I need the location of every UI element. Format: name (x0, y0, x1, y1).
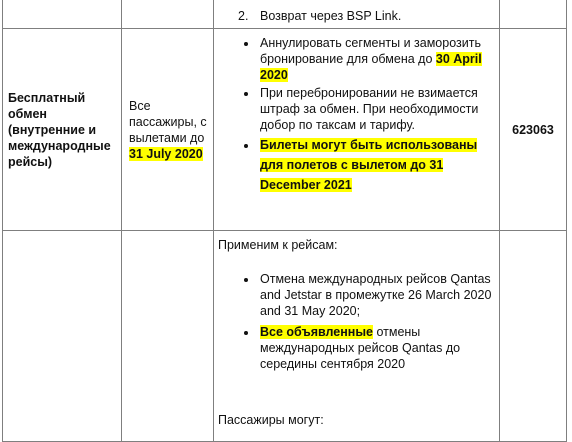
table-cell (3, 29, 122, 231)
table-cell (500, 0, 567, 29)
bullet-icon (244, 331, 248, 335)
bullet-icon (244, 92, 248, 96)
conditions-list (214, 35, 499, 195)
table-cell (122, 29, 214, 231)
flights-list (214, 271, 499, 372)
table-cell (500, 231, 567, 442)
list-number: 2. (238, 9, 249, 23)
eligibility-text (122, 98, 213, 162)
table-row (3, 231, 567, 442)
waiver-code: 623063 (512, 122, 554, 137)
fare-rules-table (2, 0, 567, 442)
flight-condition-text: Отмена международных рейсов Qantas and Jetstar в промежутке 26 March 2020 and 31 May 2020; (260, 272, 492, 318)
condition-text: При перебронировании не взимается штраф за обмен. При необходимости добор по таксам и тарифу. (260, 86, 479, 132)
table-cell (214, 231, 500, 442)
exchange-type-label: Бесплатный обмен (внутренние и международные рейсы) (8, 90, 111, 169)
condition-text: Аннулировать сегменты и заморозить бронирование для обмена до (260, 36, 481, 66)
table-cell (500, 29, 567, 231)
table-cell (122, 231, 214, 442)
eligibility-label: Все пассажиры, с вылетами до (129, 98, 207, 145)
passengers-can-label: Пассажиры могут: (218, 413, 324, 427)
applies-to-label: Применим к рейсам: (218, 238, 338, 252)
table-cell (3, 0, 122, 29)
list-item (214, 135, 499, 195)
list-item (214, 324, 499, 372)
list-item (214, 85, 499, 133)
flight-condition-text: отмены международных рейсов Qantas до середины сентября 2020 (260, 325, 461, 371)
table-row (3, 29, 567, 231)
list-item (214, 271, 499, 319)
condition-date: 30 April 2020 (260, 52, 482, 82)
flight-condition-highlight: Все объявленные (260, 325, 373, 339)
table-cell (3, 231, 122, 442)
list-item (214, 35, 499, 83)
bullet-icon (244, 278, 248, 282)
eligibility-date: 31 July 2020 (129, 146, 203, 161)
list-item (214, 8, 499, 24)
bullet-icon (244, 144, 248, 148)
list-item-text: Возврат через BSP Link. (260, 9, 402, 23)
table-row (3, 0, 567, 29)
bullet-icon (244, 42, 248, 46)
table-cell (214, 29, 500, 231)
table-cell (122, 0, 214, 29)
condition-highlight: Билеты могут быть использованы для полетов с вылетом до 31 December 2021 (260, 138, 478, 192)
table-cell (214, 0, 500, 29)
